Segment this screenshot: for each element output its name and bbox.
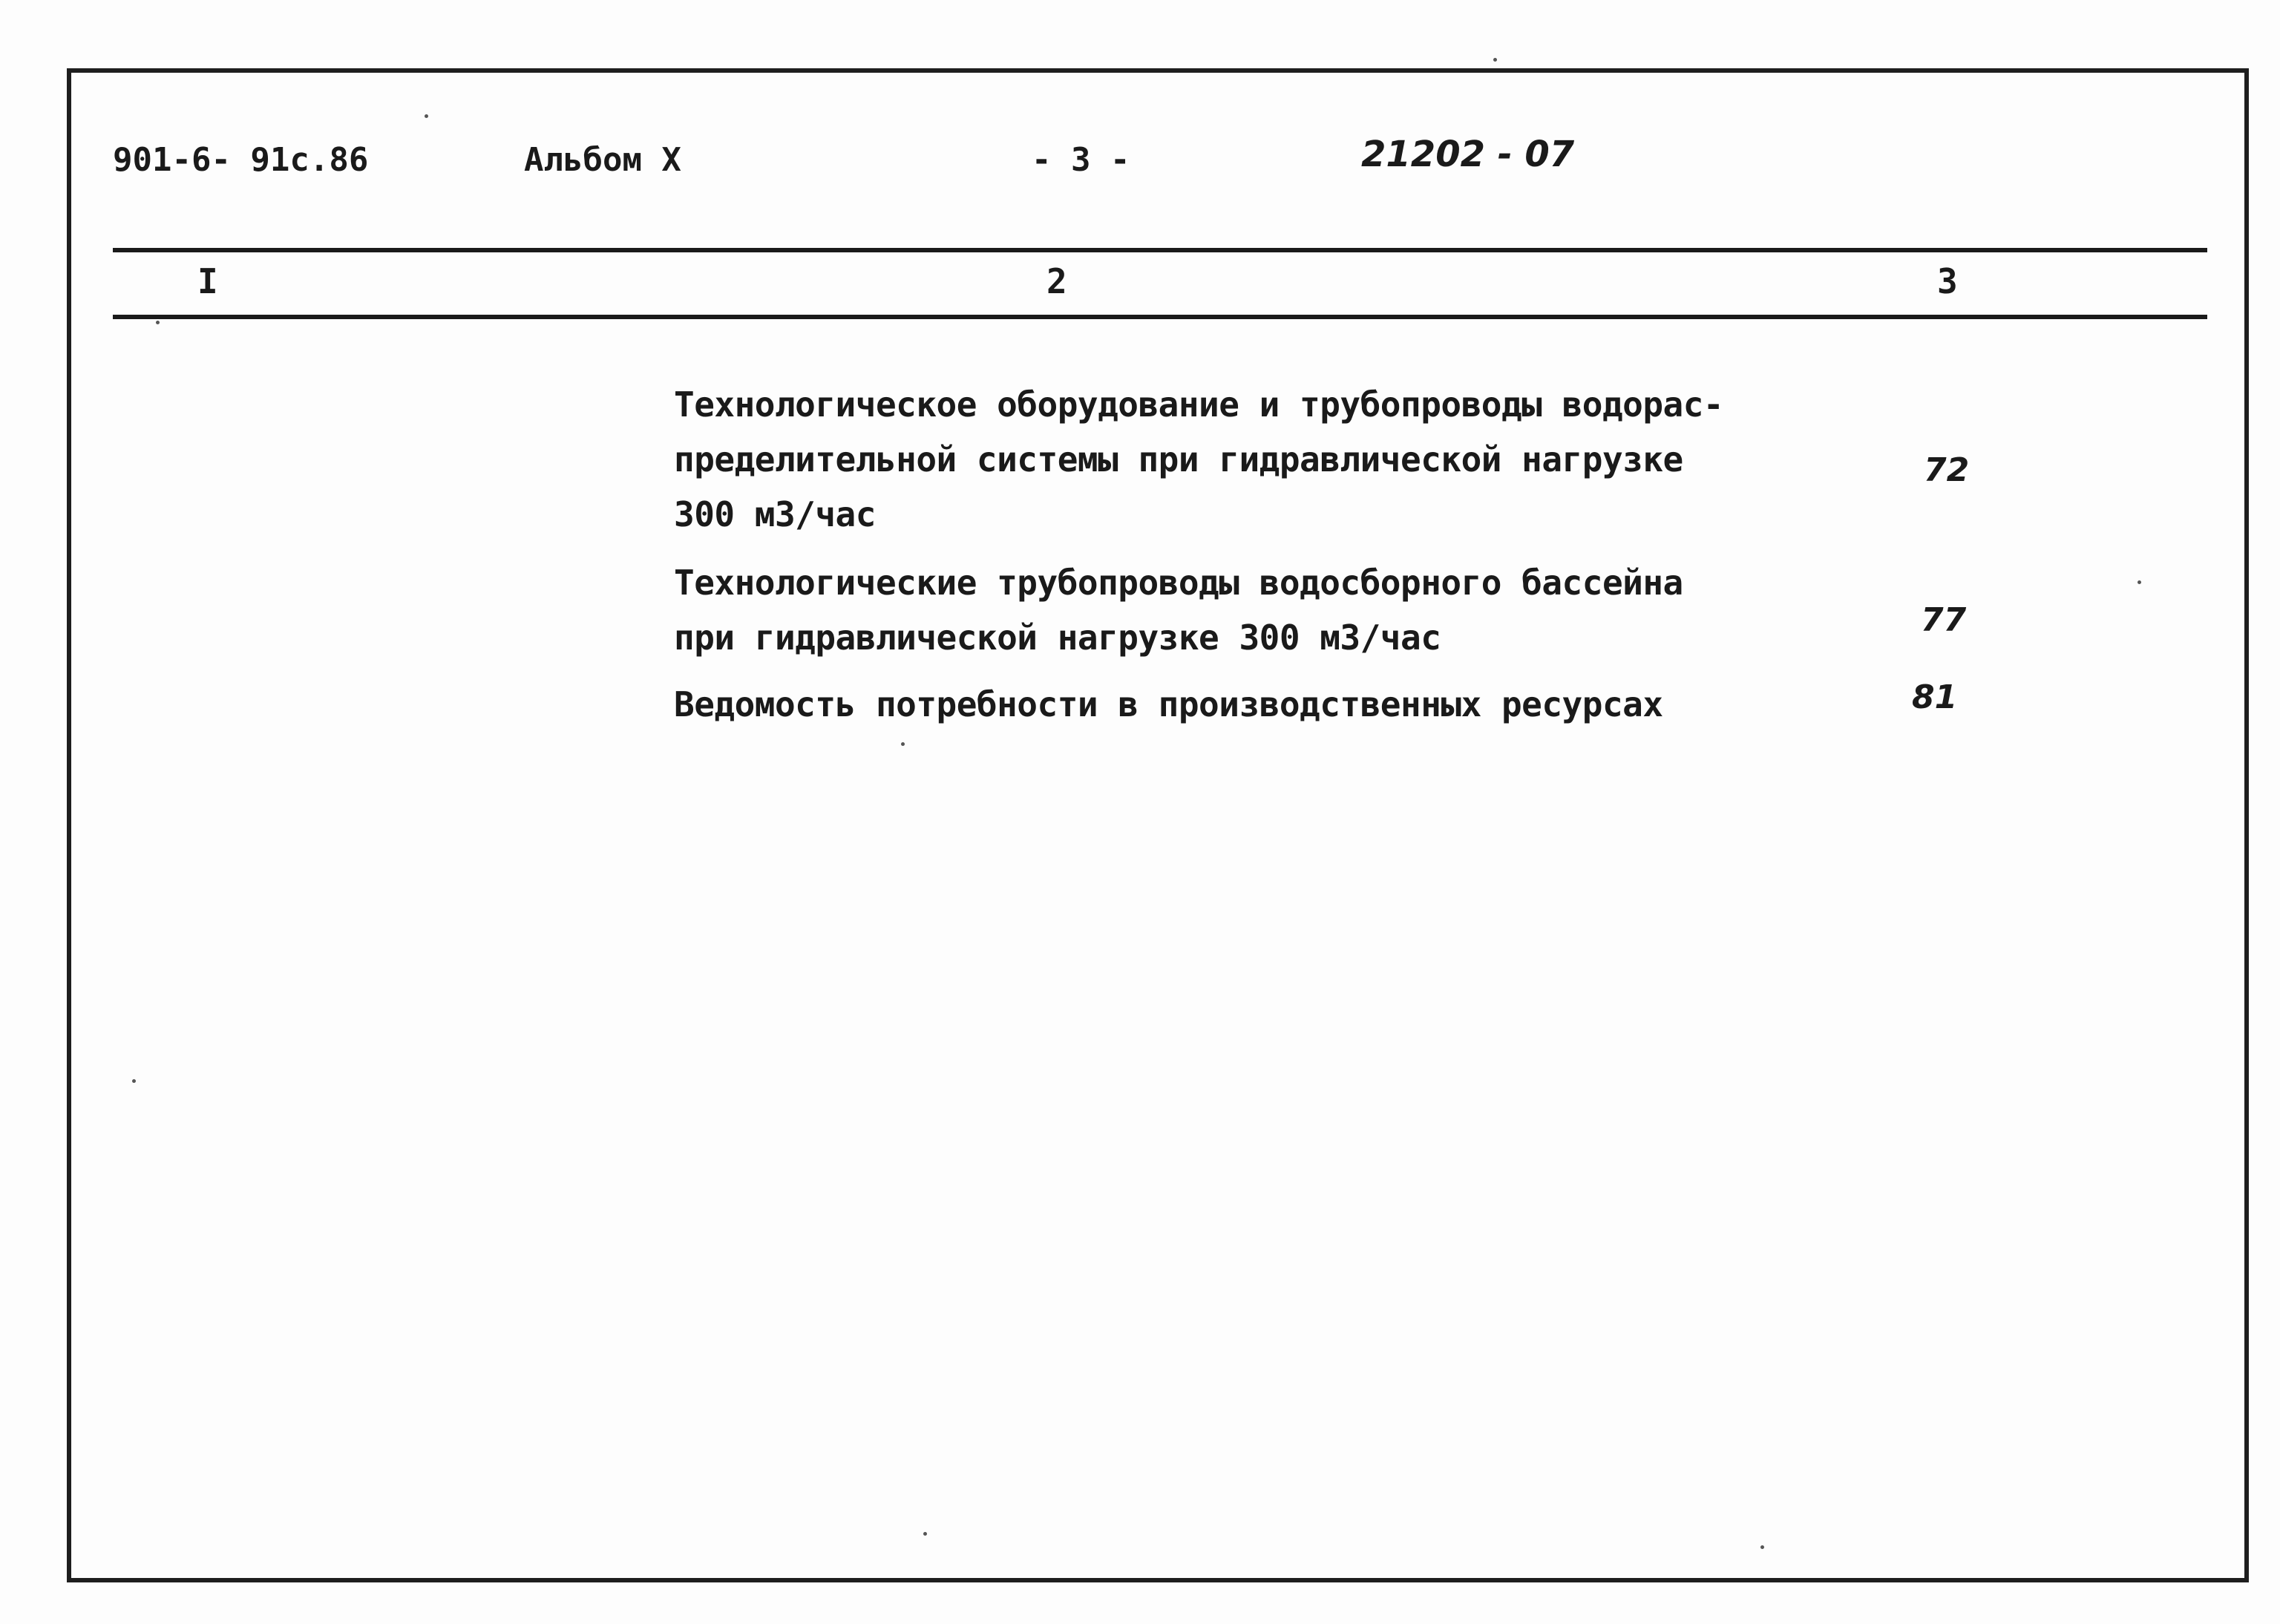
entry-1-line-3: 300 м3/час [674,494,876,534]
scan-speck [1760,1545,1764,1549]
page-frame [67,68,2249,1582]
entry-2-line-1: Технологические трубопроводы водосборного бассейна [674,563,1683,603]
table-header-bottom-rule [113,315,2207,319]
page-number: - 3 - [1032,141,1130,179]
column-number-3: 3 [1937,261,1958,301]
entry-1-page: 72 [1924,451,1970,489]
inventory-number: 21202 - 07 [1361,134,1575,175]
scan-speck [156,321,160,324]
table-top-rule [113,248,2207,252]
scan-speck [132,1079,136,1083]
scan-speck [2138,580,2141,584]
scan-speck [1493,58,1497,62]
entry-3-line-1: Ведомость потребности в производственных ресурсах [674,684,1663,724]
column-number-2: 2 [1046,261,1067,301]
entry-2-page: 77 [1921,601,1967,639]
entry-2-line-2: при гидравлической нагрузке 300 м3/час [674,618,1441,658]
scan-speck [923,1532,927,1536]
entry-3-page: 81 [1912,678,1958,716]
scan-speck [901,742,905,746]
column-number-1: I [197,261,218,301]
album-label: Альбом X [524,141,681,179]
entry-1-line-1: Технологическое оборудование и трубопроводы водорас- [674,384,1724,425]
entry-1-line-2: пределительной системы при гидравлической нагрузке [674,439,1683,479]
document-designation: 901-6- 91с.86 [113,141,369,179]
scan-speck [425,114,428,118]
